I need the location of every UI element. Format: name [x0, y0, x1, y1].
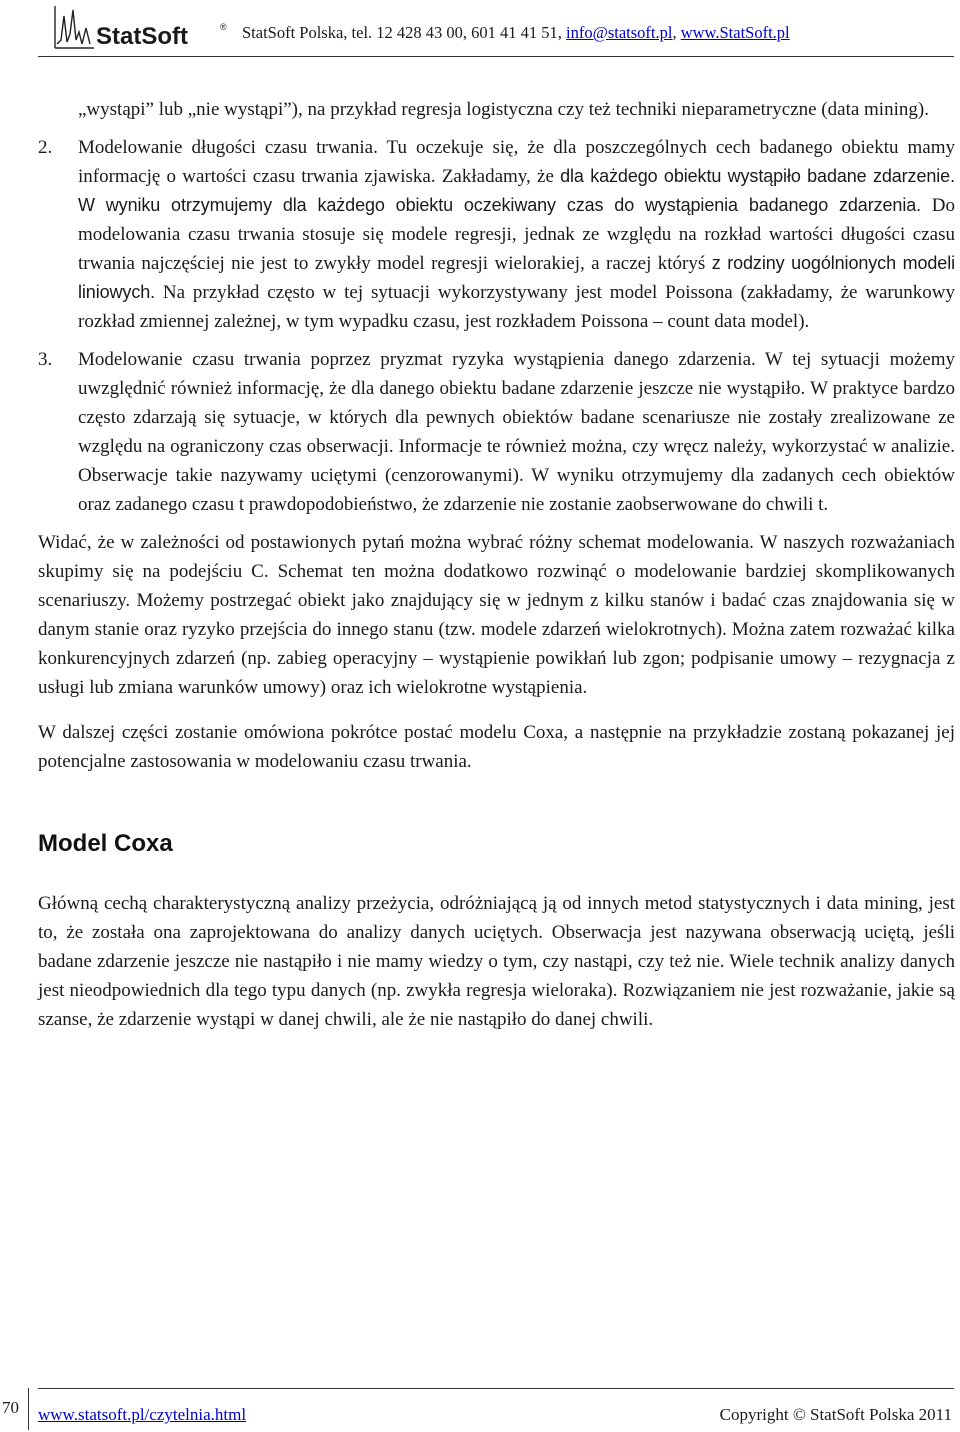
text-run-sans: dla każdego obiektu wystąpiło badane zdarzenie.	[560, 166, 955, 186]
footer-url-link[interactable]: www.statsoft.pl/czytelnia.html	[38, 1405, 247, 1424]
statsoft-logo	[52, 4, 232, 50]
list-number: 2.	[38, 137, 53, 158]
header-email-link[interactable]: info@statsoft.pl	[566, 23, 673, 42]
text-run-sans: z rodziny uogólnionych modeli liniowych.	[78, 253, 955, 302]
header-contact	[242, 23, 790, 43]
paragraph: W dalszej części zostanie omówiona pokrótce postać modelu Coxa, a następnie na przykładzie zostaną pokazanej jej potencjalne zastosowania w modelowaniu czasu trwania.	[38, 722, 955, 772]
list-number: 3.	[38, 349, 53, 370]
page-header	[0, 0, 960, 56]
logo-registered-mark: ®	[220, 22, 227, 32]
header-separator: ,	[672, 23, 681, 42]
text-run: Do modelowania czasu trwania stosuje się modele regresji, jednak ze względu na rozkład wartości długości czasu trwania najczęściej nie jest to zwykły model regresji wielorakiej, a raczej któryś	[78, 195, 955, 274]
list-item-continuation: „wystąpi” lub „nie wystąpi”), na przykład regresja logistyczna czy też techniki nieparametryczne (data mining).	[78, 99, 929, 120]
list-item-text: Modelowanie czasu trwania poprzez pryzmat ryzyka wystąpienia danego zdarzenia. W tej sytuacji możemy uwzględnić również informację, że dla danego obiektu badane zdarzenie jeszcze nie wystąpiło. W praktyce bardzo często zdarzają się sytuacje, w których dla pewnych obiektów badane scenariusze nie zostały zrealizowane ze względu na ograniczony czas obserwacji. Informacje te również można, czy wręcz należy, wykorzystać w analizie. Obserwacje takie nazywamy uciętymi (cenzorowanymi). W wyniku otrzymujemy dla zadanych cech obiektów oraz zadanego czasu t prawdopodobieństwo, że zdarzenie nie zostanie zaobserwowane do chwili t.	[78, 349, 955, 515]
text-run-sans: W wyniku otrzymujemy dla każdego obiektu oczekiwany czas do wystąpienia badanego zdarzenia.	[78, 195, 922, 215]
footer-vertical-divider	[28, 1388, 29, 1430]
header-website-link[interactable]: www.StatSoft.pl	[680, 23, 790, 42]
paragraph: Główną cechą charakterystyczną analizy przeżycia, odróżniającą ją od innych metod statystycznych i data mining, jest to, że została ona zaprojektowana do analizy danych uciętych. Obserwacja jest nazywana obserwacją uciętą, jeśli badane zdarzenie jeszcze nie nastąpiło i nie mamy wiedzy o tym, czy nastąpi, czy też nie. Wiele technik analizy danych jest nieodpowiednich dla tego typu danych (np. zwykła regresja wieloraka). Rozwiązaniem nie jest rozważanie, jakie są szanse, że zdarzenie wystąpi w danej chwili, ale że nie nastąpiło do danej chwili.	[38, 893, 955, 1030]
list-item-3	[38, 345, 955, 519]
text-run: Modelowanie długości czasu trwania. Tu oczekuje się, że dla poszczególnych cech badanego obiektu mamy informację o wartości czasu trwania zjawiska. Zakładamy, że	[78, 137, 955, 187]
section-heading: Model Coxa	[38, 830, 173, 857]
paragraph: Widać, że w zależności od postawionych pytań można wybrać różny schemat modelowania. W naszych rozważaniach skupimy się na podejściu C. Schemat ten można dodatkowo rozwinąć o modelowanie bardziej skomplikowanych scenariuszy. Możemy postrzegać obiekt jako znajdujący się w jednym z kilku stanów i badać czas znajdowania się w danym stanie oraz ryzyko przejścia do innego stanu (tzw. modele zdarzeń wielokrotnych). Można zatem rozważać kilka konkurencyjnych zdarzeń (np. zabieg operacyjny – wystąpienie powikłań lub zgon; podpisanie umowy – rezygnacja z usługi lub zmiana warunków umowy) oraz ich wielokrotne wystąpienia.	[38, 532, 955, 698]
header-contact-text: StatSoft Polska, tel. 12 428 43 00, 601 41 41 51,	[242, 23, 567, 42]
list-item-text	[78, 133, 955, 336]
document-body	[38, 95, 955, 1034]
logo-text: StatSoft	[96, 23, 188, 50]
header-divider	[38, 56, 954, 57]
footer-copyright: Copyright © StatSoft Polska 2011	[719, 1405, 952, 1424]
list-item-2	[38, 133, 955, 336]
graph-mark-icon	[55, 6, 94, 48]
footer-divider	[38, 1388, 954, 1389]
text-run: Na przykład często w tej sytuacji wykorzystywany jest model Poissona (zakładamy, że warunkowy rozkład zmiennej zależnej, w tym wypadku czasu, jest rozkładem Poissona – count data model).	[78, 282, 955, 332]
page-number: 70	[2, 1398, 19, 1417]
